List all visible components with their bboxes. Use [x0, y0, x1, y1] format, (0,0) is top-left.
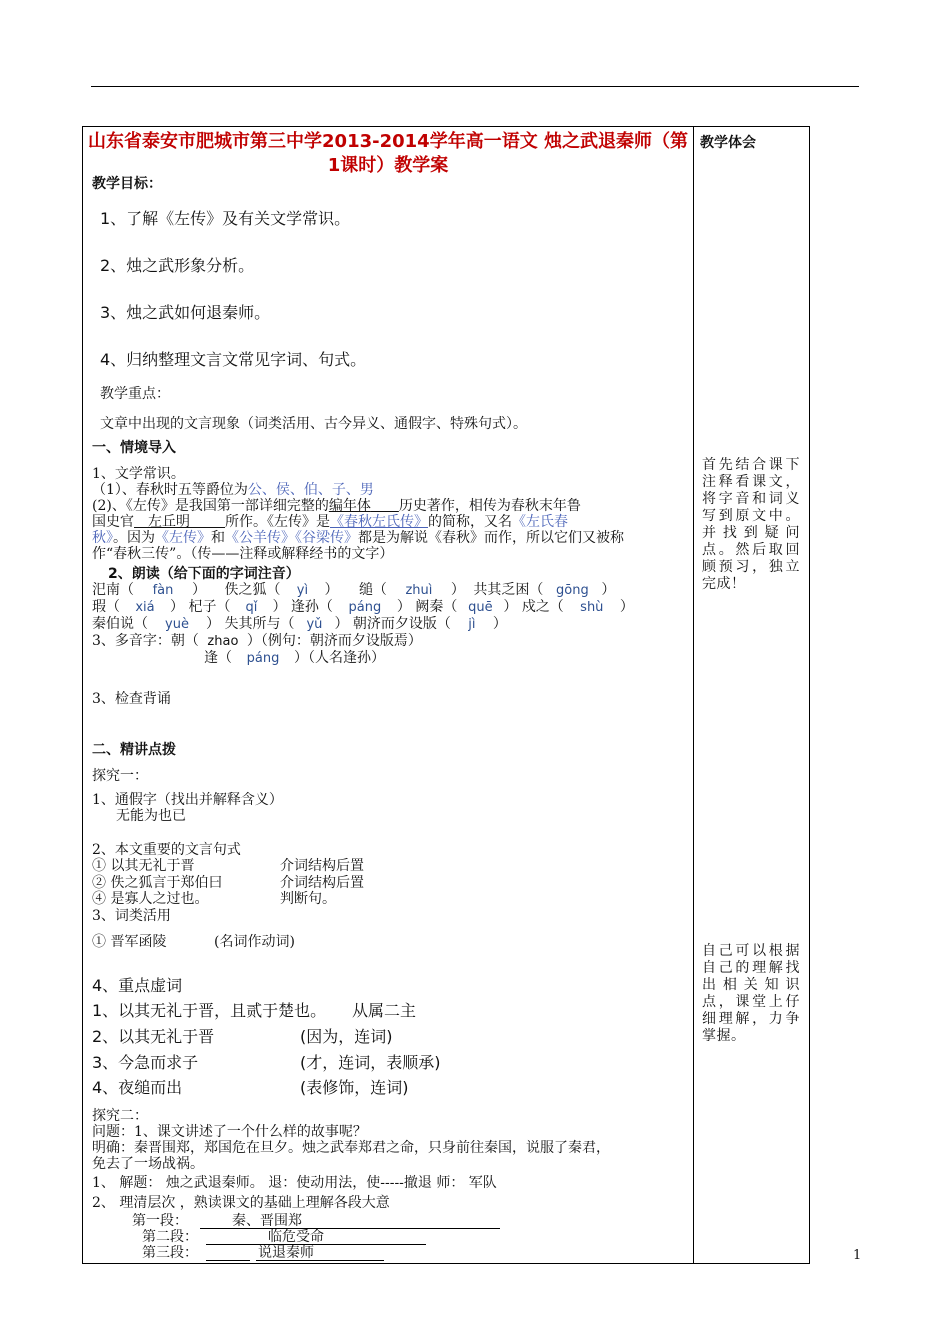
answer-line	[200, 1228, 500, 1229]
paragraph-2-summary: 临危受命	[268, 1229, 324, 1245]
goal-item: 1、了解《左传》及有关文学常识。	[100, 209, 351, 228]
sentence-pattern-type: 介词结构后置	[280, 858, 364, 874]
reading-heading: 2、朗读（给下面的字词注音）	[108, 566, 300, 582]
sentence-pattern-item: ① 以其无礼于晋	[92, 858, 195, 874]
lesson-table	[82, 126, 810, 1264]
answer-line	[206, 1260, 250, 1261]
lit-line: (2)、《左传》是我国第一部详细完整的编年体 历史著作，相传为春秋末年鲁	[92, 498, 581, 514]
section-2-heading: 二、精讲点拨	[92, 742, 176, 758]
inquiry-2-label: 探究二：	[92, 1108, 148, 1124]
sentence-pattern-heading: 2、本文重要的文言句式	[92, 842, 241, 858]
side-note-1: 首先结合课下注释看课文，将字音和词义写到原文中。并找到疑问点。然后取回顾预习，独立完成！	[702, 457, 800, 592]
word-class-item: ① 晋军函陵	[92, 934, 167, 950]
paragraph-1-summary: 秦、晋围郑	[232, 1213, 302, 1229]
recite-check: 3、检查背诵	[92, 691, 171, 707]
pinyin-row: 汜南（ fàn ） 佚之狐（ yì ） 缒（ zhuì ） 共其乏困（ gōng ）	[92, 582, 616, 598]
side-column-heading: 教学体会	[700, 135, 756, 151]
sentence-pattern-item: ② 佚之狐言于郑伯曰	[92, 875, 223, 891]
word-class-note: (名词作动词)	[214, 934, 295, 950]
inquiry-1-label: 探究一：	[92, 768, 148, 784]
side-note-2: 自己可以根据自己的理解找出相关知识点，课堂上仔细理解，力争掌握。	[702, 943, 800, 1044]
function-word-item: 4、夜缒而出	[92, 1078, 183, 1097]
story-answer: 明确：秦晋围郑，郑国危在旦夕。烛之武奉郑君之命，只身前往秦国，说服了秦君，	[92, 1140, 610, 1156]
answer-line	[256, 1260, 384, 1261]
page-number: 1	[853, 1248, 862, 1263]
goals-heading: 教学目标：	[92, 176, 162, 192]
paragraph-3-summary: 说退秦师	[258, 1245, 314, 1261]
header-rule	[91, 86, 859, 87]
paragraph-2-label: 第二段：	[142, 1229, 198, 1245]
function-word-item: 1、以其无礼于晋，且贰于楚也。	[92, 1001, 327, 1020]
title-explanation: 1、 解题： 烛之武退秦师。 退：使动用法，使-----撤退 师： 军队	[92, 1175, 497, 1191]
sentence-pattern-type: 判断句。	[280, 891, 336, 907]
function-word-item: 2、以其无礼于晋	[92, 1027, 215, 1046]
pinyin-row: 瑕（ xiá ） 杞子（ qǐ ） 逢孙（ páng ） 阙秦（ quē ） 戍之（ shù ）	[92, 599, 634, 615]
focus-text: 文章中出现的文言现象（词类活用、古今异义、通假字、特殊句式）。	[100, 416, 527, 432]
story-answer: 免去了一场战祸。	[92, 1156, 204, 1172]
function-word-note: 从属二主	[352, 1001, 417, 1020]
function-word-note: (表修饰，连词)	[300, 1078, 409, 1097]
answer-line	[206, 1244, 426, 1245]
goal-item: 3、烛之武如何退秦师。	[100, 303, 271, 322]
section-1-heading: 一、情境导入	[92, 440, 176, 456]
function-word-note: (才，连词，表顺承)	[300, 1053, 441, 1072]
lit-line: （1）、春秋时五等爵位为公、侯、伯、子、男	[92, 482, 374, 498]
lit-line: 秋》。因为《左传》和《公羊传》《谷梁传》都是为解说《春秋》而作，所以它们又被称	[92, 530, 624, 546]
function-words-heading: 4、重点虚词	[92, 976, 183, 995]
column-divider	[693, 126, 694, 1264]
sentence-pattern-item: ④ 是寡人之过也。	[92, 891, 209, 907]
sentence-pattern-type: 介词结构后置	[280, 875, 364, 891]
function-word-item: 3、今急而求子	[92, 1053, 199, 1072]
lit-knowledge: 1、文学常识。	[92, 466, 185, 482]
pinyin-row: 秦伯说（ yuè ） 失其所与（ yǔ ） 朝济而夕设版（ jì ）	[92, 616, 507, 632]
word-class-heading: 3、词类活用	[92, 908, 171, 924]
story-question: 问题：1、课文讲述了一个什么样的故事呢？	[92, 1124, 367, 1140]
lit-line: 作“春秋三传”。（传——注释或解释经书的文字）	[92, 546, 394, 562]
function-word-note: (因为，连词)	[300, 1027, 393, 1046]
paragraph-3-label: 第三段：	[142, 1245, 198, 1261]
polyphone-line: 3、多音字：朝（ zhao ）（例句：朝济而夕设版焉）	[92, 633, 422, 649]
lit-line: 国史官 左丘明 所作。《左传》是《春秋左氏传》的简称，又名《左氏春	[92, 514, 568, 530]
tongjia-heading: 1、通假字（找出并解释含义）	[92, 792, 283, 808]
focus-label: 教学重点：	[100, 386, 170, 402]
goal-item: 2、烛之武形象分析。	[100, 256, 255, 275]
structure-heading: 2、 理清层次 ，熟读课文的基础上理解各段大意	[92, 1195, 390, 1211]
polyphone-line: 逢（ páng ）（人名逢孙）	[204, 650, 385, 666]
tongjia-item: 无能为也已	[116, 808, 186, 824]
goal-item: 4、归纳整理文言文常见字词、句式。	[100, 350, 367, 369]
paragraph-1-label: 第一段：	[132, 1213, 188, 1229]
page-title: 山东省泰安市肥城市第三中学2013-2014学年高一语文 烛之武退秦师（第1课时）教学案	[88, 131, 688, 176]
